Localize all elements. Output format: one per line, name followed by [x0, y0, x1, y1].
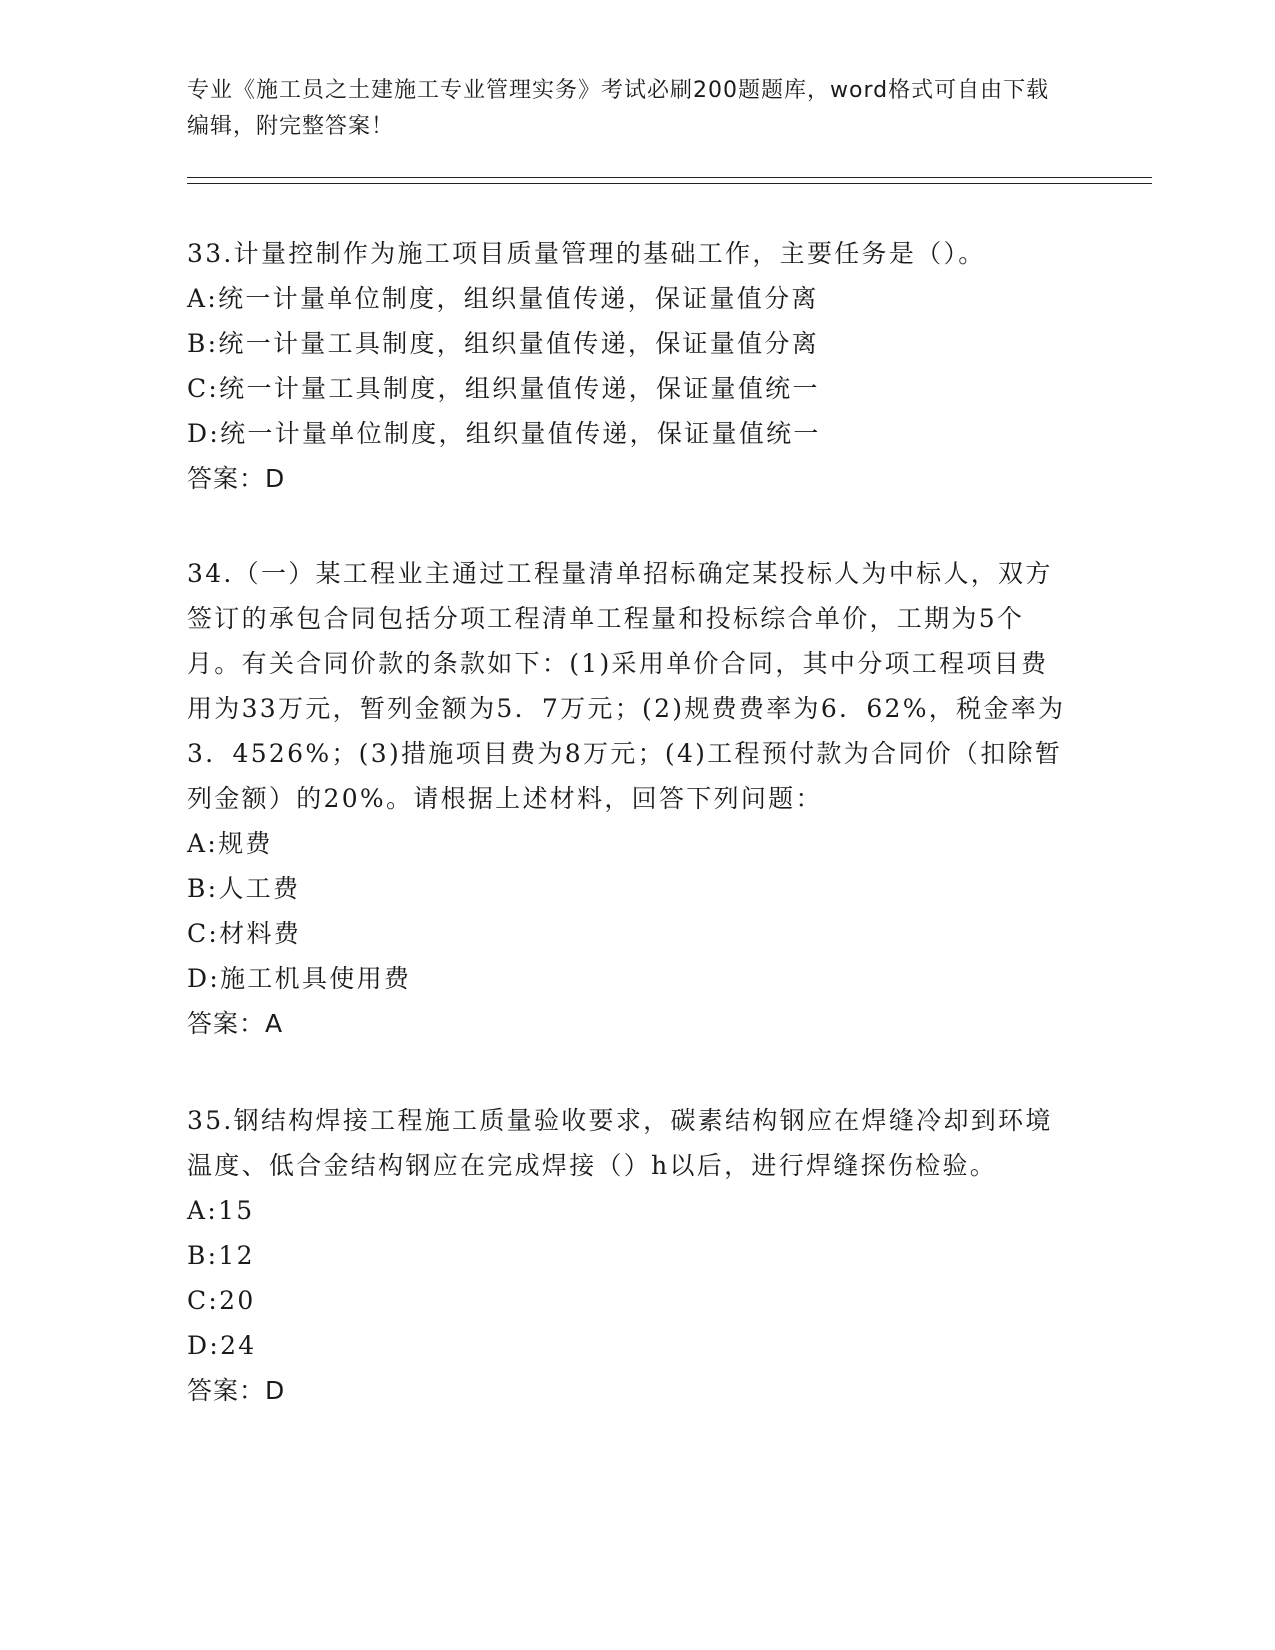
option-b: B:12: [187, 1241, 255, 1270]
answer-label: 答案：D: [187, 1376, 286, 1405]
option-a: A:15: [187, 1196, 255, 1225]
answer-label: 答案：A: [187, 1009, 284, 1038]
option-c: C:统一计量工具制度，组织量值传递，保证量值统一: [187, 374, 820, 403]
question-stem: 33.计量控制作为施工项目质量管理的基础工作，主要任务是（）。: [187, 239, 986, 268]
option-c: C:20: [187, 1286, 256, 1315]
question-34: [187, 551, 1067, 1046]
document-header: 专业《施工员之土建施工专业管理实务》考试必刷200题题库，word格式可自由下载编辑，附完整答案！: [187, 78, 1050, 139]
option-b: B:人工费: [187, 874, 301, 903]
header-divider-bottom: [187, 183, 1152, 184]
option-d: D:施工机具使用费: [187, 964, 412, 993]
question-stem: 35.钢结构焊接工程施工质量验收要求，碳素结构钢应在焊缝冷却到环境温度、低合金结构钢应在完成焊接（）h以后，进行焊缝探伤检验。: [187, 1106, 1053, 1180]
option-a: A:规费: [187, 829, 273, 858]
question-33: [187, 231, 1067, 501]
option-b: B:统一计量工具制度，组织量值传递，保证量值分离: [187, 329, 819, 358]
question-stem: 34.（一）某工程业主通过工程量清单招标确定某投标人为中标人，双方签订的承包合同包括分项工程清单工程量和投标综合单价，工期为5个月。有关合同价款的条款如下：(1)采用单价合同，其中分项工程项目费用为33万元，暂列金额为5．7万元；(2)规费费率为6．62%，税金率为3．4526%；(3)措施项目费为8万元；(4)工程预付款为合同价（扣除暂列金额）的20%。请根据上述材料，回答下列问题：: [187, 559, 1066, 813]
option-d: D:统一计量单位制度，组织量值传递，保证量值统一: [187, 419, 821, 448]
question-35: [187, 1098, 1067, 1413]
option-d: D:24: [187, 1331, 257, 1360]
header-divider-top: [187, 177, 1152, 178]
answer-label: 答案：D: [187, 464, 286, 493]
option-a: A:统一计量单位制度，组织量值传递，保证量值分离: [187, 284, 819, 313]
option-c: C:材料费: [187, 919, 302, 948]
